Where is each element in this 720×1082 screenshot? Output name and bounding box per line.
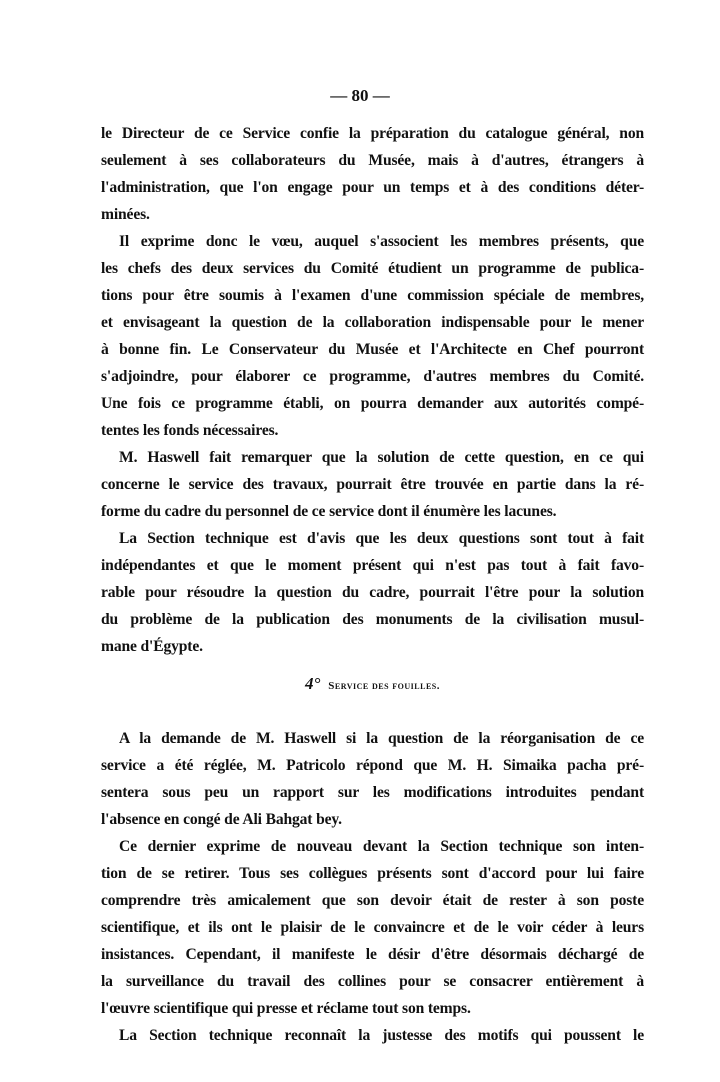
text-line: les chefs des deux services du Comité étudient un programme de publica- <box>101 260 644 277</box>
text-line: du problème de la publication des monuments de la civilisation musul- <box>101 611 644 628</box>
paragraph <box>101 525 644 660</box>
text-line: s'adjoindre, pour élaborer ce programme, d'autres membres du Comité. <box>101 368 644 385</box>
text-line: La Section technique est d'avis que les deux questions sont tout à fait <box>119 530 644 547</box>
text-line: indépendantes et que le moment présent qui n'est pas tout à fait favo- <box>101 557 644 574</box>
text-line: forme du cadre du personnel de ce service dont il énumère les lacunes. <box>101 503 557 520</box>
text-line: l'administration, que l'on engage pour un temps et à des conditions déter- <box>101 179 644 196</box>
section-title: Service des fouilles. <box>328 680 441 692</box>
paragraphs-before-heading <box>101 120 644 660</box>
text-line: comprendre très amicalement que son devoir était de rester à son poste <box>101 892 644 909</box>
text-line: à bonne fin. Le Conservateur du Musée et l'Architecte en Chef pourront <box>101 341 644 358</box>
text-line: tions pour être soumis à l'examen d'une commission spéciale de membres, <box>101 287 644 304</box>
text-line: l'œuvre scientifique qui presse et réclame tout son temps. <box>101 1000 471 1017</box>
text-line: la surveillance du travail des collines pour se consacrer entièrement à <box>101 973 644 990</box>
text-line: et envisageant la question de la collaboration indispensable pour le mener <box>101 314 644 331</box>
paragraph <box>101 1022 644 1049</box>
text-line: rable pour résoudre la question du cadre, pourrait l'être pour la solution <box>101 584 644 601</box>
text-line: service a été réglée, M. Patricolo répond que M. H. Simaika pacha pré- <box>101 757 644 774</box>
text-line: l'absence en congé de Ali Bahgat bey. <box>101 811 342 828</box>
text-line: scientifique, et ils ont le plaisir de le convaincre et de le voir céder à leurs <box>101 919 644 936</box>
text-line: seulement à ses collaborateurs du Musée, mais à d'autres, étrangers à <box>101 152 644 169</box>
paragraph <box>101 444 644 525</box>
text-line: tion de se retirer. Tous ses collègues présents sont d'accord pour lui faire <box>101 865 644 882</box>
text-line: Il exprime donc le vœu, auquel s'associent les membres présents, que <box>119 233 644 250</box>
text-line: tentes les fonds nécessaires. <box>101 422 279 439</box>
text-line: A la demande de M. Haswell si la question de la réorganisation de ce <box>119 730 644 747</box>
text-line: M. Haswell fait remarquer que la solution de cette question, en ce qui <box>119 449 644 466</box>
paragraphs-after-heading <box>101 725 644 1049</box>
paragraph <box>101 725 644 833</box>
text-line: mane d'Égypte. <box>101 638 203 655</box>
section-heading <box>101 660 644 706</box>
page-body <box>101 120 644 1049</box>
paragraph <box>101 120 644 228</box>
page-number: — 80 — <box>330 86 390 105</box>
text-line: La Section technique reconnaît la justesse des motifs qui poussent le <box>119 1027 644 1044</box>
paragraph <box>101 833 644 1022</box>
text-line: concerne le service des travaux, pourrait être trouvée en partie dans la ré- <box>101 476 644 493</box>
text-line: Une fois ce programme établi, on pourra demander aux autorités compé- <box>101 395 644 412</box>
text-line: minées. <box>101 206 150 223</box>
section-number: 4° <box>304 674 321 693</box>
text-line: insistances. Cependant, il manifeste le désir d'être désormais déchargé de <box>101 946 644 963</box>
text-line: le Directeur de ce Service confie la préparation du catalogue général, non <box>101 125 644 142</box>
text-line: Ce dernier exprime de nouveau devant la Section technique son inten- <box>119 838 644 855</box>
paragraph <box>101 228 644 444</box>
text-line: sentera sous peu un rapport sur les modifications introduites pendant <box>101 784 644 801</box>
